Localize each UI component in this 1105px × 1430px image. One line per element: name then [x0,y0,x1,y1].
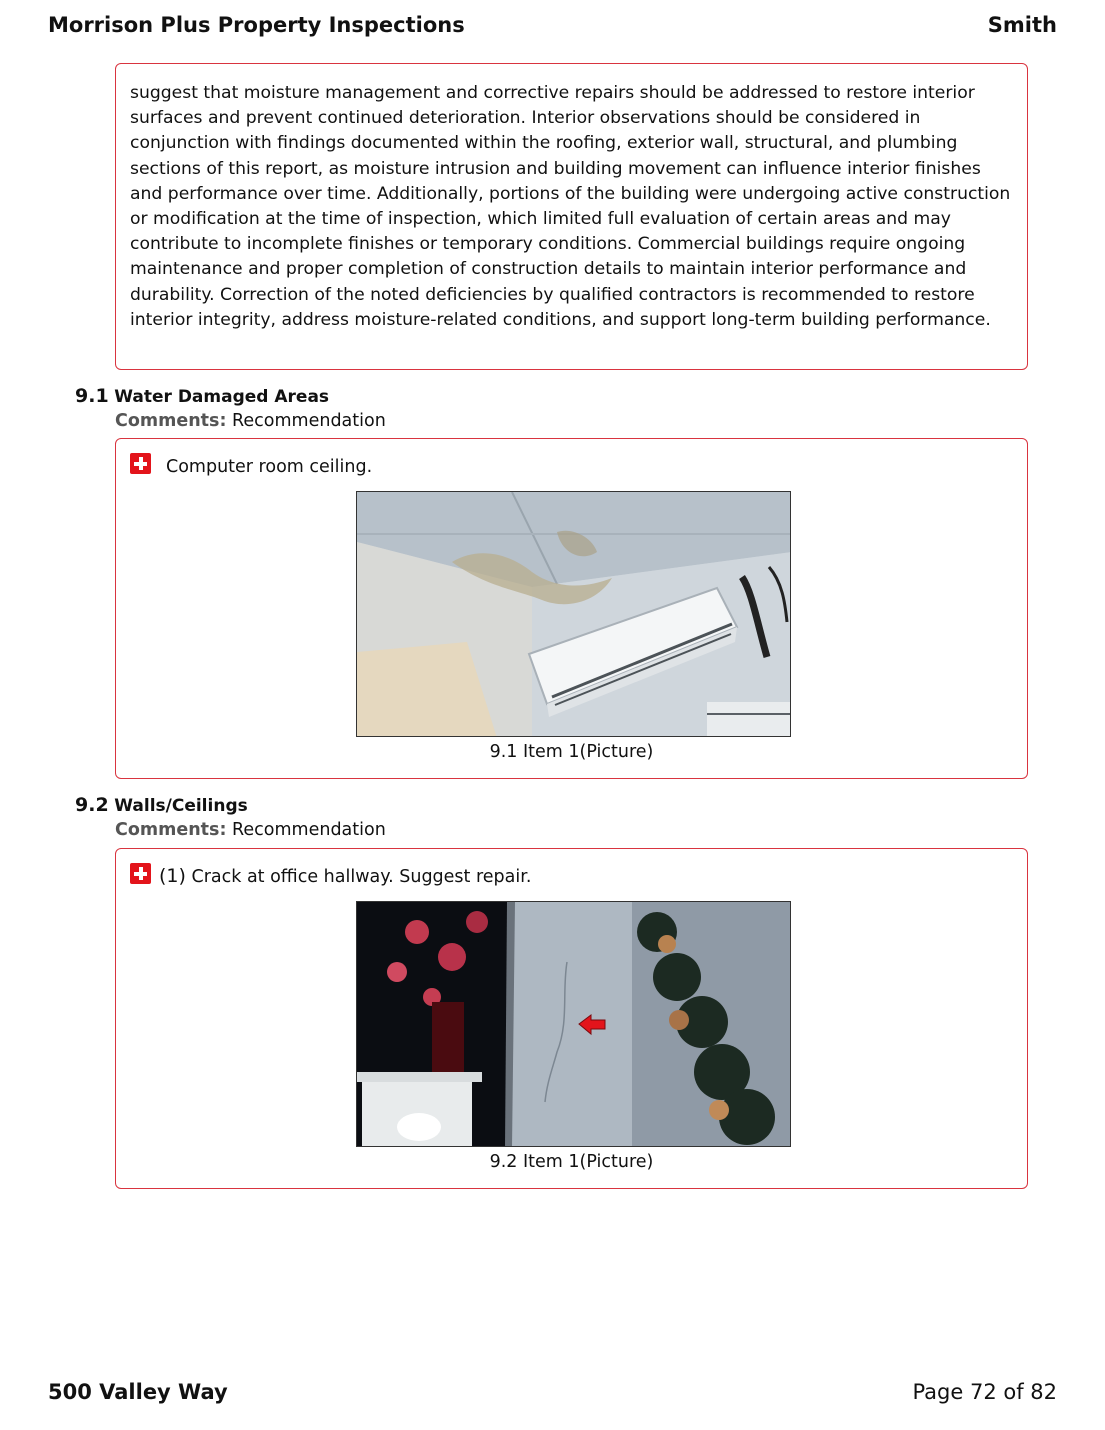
photo-caption: 9.2 Item 1(Picture) [489,1152,654,1172]
footer-address: 500 Valley Way [48,1380,228,1404]
note-text [159,865,531,887]
comments-label: Comments: [115,820,227,840]
section-9-1-title [75,385,329,407]
header-company: Morrison Plus Property Inspections [48,13,465,37]
footer-page-number: Page 72 of 82 [912,1380,1057,1404]
comments-value: Recommendation [232,411,386,431]
red-cross-flag-icon [130,863,151,884]
section-number: 9.2 [75,794,109,816]
photo-computer-room-ceiling[interactable] [356,491,791,737]
note-body: Crack at office hallway. Suggest repair. [191,867,532,887]
photo-crack-svg [357,902,791,1147]
section-9-2-box [115,848,1028,1189]
red-cross-flag-icon [130,453,151,474]
section-name: Water Damaged Areas [114,387,330,407]
section-number: 9.1 [75,385,109,407]
header-client: Smith [987,13,1057,37]
intro-box [115,63,1028,370]
section-9-1-box [115,438,1028,779]
note-number: (1) [159,865,186,887]
section-9-2-title [75,794,248,816]
section-9-2-comments [115,820,386,840]
comments-label: Comments: [115,411,227,431]
comments-value: Recommendation [232,820,386,840]
section-name: Walls/Ceilings [114,796,248,816]
photo-caption: 9.1 Item 1(Picture) [489,742,654,762]
section-9-1-comments [115,411,386,431]
intro-text: suggest that moisture management and corrective repairs should be addressed to restore interior surfaces and prevent continued deterioration. Interior observations should be considered in conjunction with findings documented within the roofing, exterior wall, structural, and plumbing sections of this report, as moisture intrusion and building movement can influence interior finishes and performance over time. Additionally, portions of the building were undergoing active construction or modification at the time of inspection, which limited full evaluation of certain areas and may contribute to incomplete finishes or temporary conditions. Commercial buildings require ongoing maintenance and proper completion of construction details to maintain interior performance and durability. Correction of the noted deficiencies by qualified contractors is recommended to restore interior integrity, address moisture-related conditions, and support long-term building performance. [130,83,1011,330]
note-text: Computer room ceiling. [166,457,373,477]
photo-ceiling-svg [357,492,791,737]
photo-office-hallway-crack[interactable] [356,901,791,1147]
